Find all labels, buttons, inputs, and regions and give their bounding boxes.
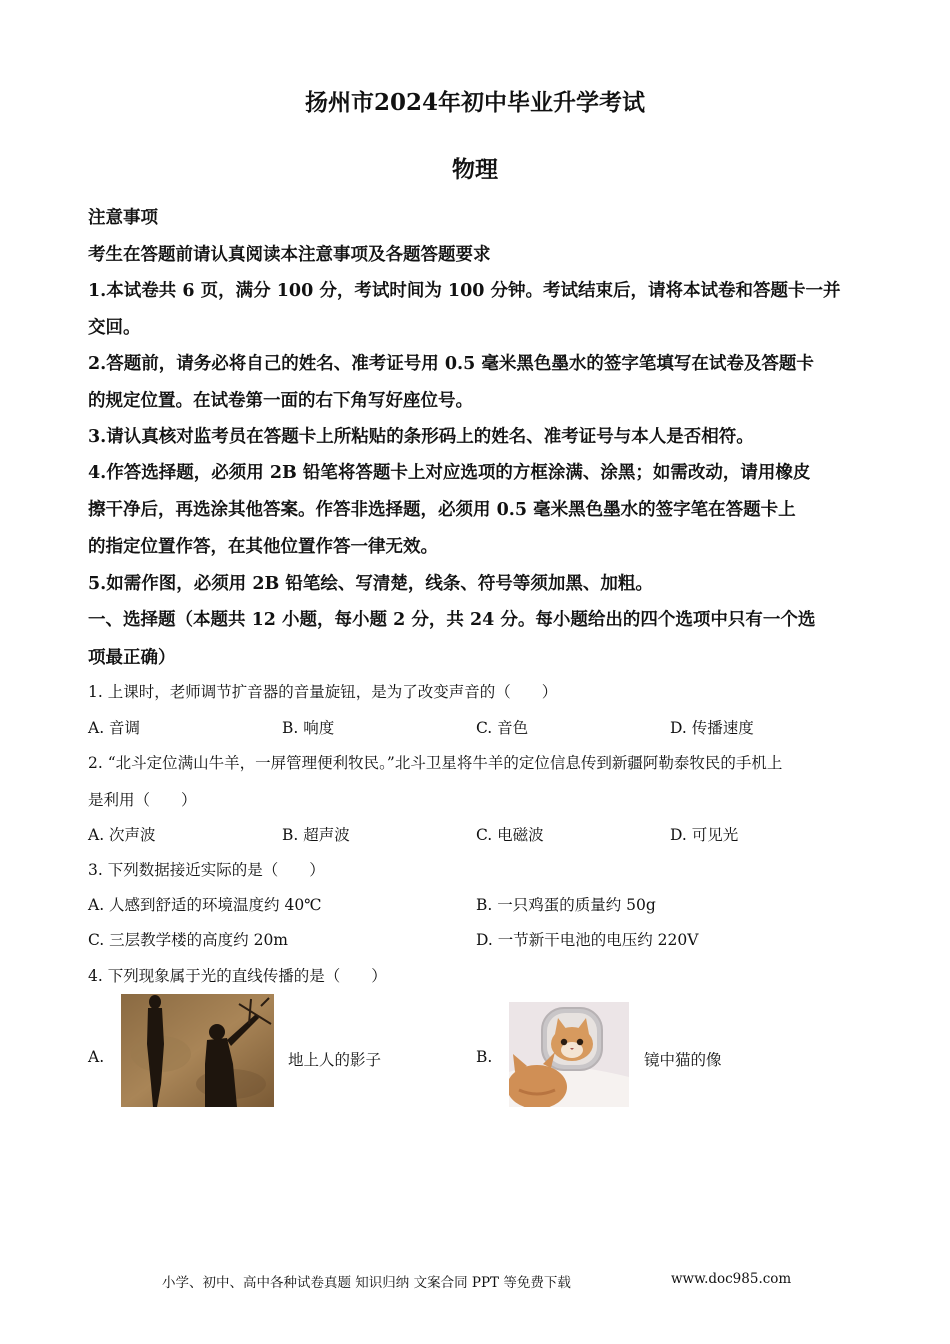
- question-3-option-b: B. 一只鸡蛋的质量约 50g: [476, 896, 656, 914]
- notice-item-4-line-2: 擦干净后，再选涂其他答案。作答非选择题，必须用 0.5 毫米黑色墨水的签字笔在答题卡上: [88, 500, 796, 520]
- question-4-option-b-caption: 镜中猫的像: [644, 1051, 722, 1069]
- notice-item-5: 5.如需作图，必须用 2B 铅笔绘、写清楚，线条、符号等须加黑、加粗。: [88, 574, 653, 594]
- question-3-option-c: C. 三层教学楼的高度约 20m: [88, 931, 289, 949]
- question-4-option-b-letter: B.: [476, 1048, 493, 1066]
- notice-item-3: 3.请认真核对监考员在答题卡上所粘贴的条形码上的姓名、准考证号与本人是否相符。: [88, 427, 754, 447]
- notice-item-1-line-2: 交回。: [88, 318, 141, 338]
- question-2-option-b: B. 超声波: [282, 826, 350, 844]
- section-heading-line-1: 一、选择题（本题共 12 小题，每小题 2 分，共 24 分。每小题给出的四个选项中只有一个选: [88, 610, 816, 630]
- question-4-stem: 4. 下列现象属于光的直线传播的是（ ）: [88, 967, 387, 985]
- shadow-photo-drawing: [121, 994, 274, 1107]
- exam-title: 扬州市2024年初中毕业升学考试: [304, 89, 645, 116]
- notice-heading: 注意事项: [88, 208, 158, 228]
- shadow-photo: [121, 994, 274, 1107]
- question-1-option-c: C. 音色: [476, 719, 529, 737]
- question-1-option-d: D. 传播速度: [670, 719, 754, 737]
- question-3-option-d: D. 一节新干电池的电压约 220V: [476, 931, 699, 949]
- question-1-stem: 1. 上课时，老师调节扩音器的音量旋钮，是为了改变声音的（ ）: [88, 683, 558, 701]
- question-3-stem: 3. 下列数据接近实际的是（ ）: [88, 861, 325, 879]
- cat-mirror-photo: [509, 1002, 629, 1107]
- question-1-option-b: B. 响度: [282, 719, 335, 737]
- notice-item-4-line-3: 的指定位置作答，在其他位置作答一律无效。: [88, 537, 438, 557]
- question-4-option-a-caption: 地上人的影子: [288, 1051, 382, 1069]
- question-2-option-c: C. 电磁波: [476, 826, 544, 844]
- question-2-stem-line-2: 是利用（ ）: [88, 791, 197, 809]
- question-2-option-a: A. 次声波: [88, 826, 156, 844]
- notice-item-4-line-1: 4.作答选择题，必须用 2B 铅笔将答题卡上对应选项的方框涂满、涂黑；如需改动，请用橡皮: [88, 463, 811, 483]
- notice-intro: 考生在答题前请认真阅读本注意事项及各题答题要求: [88, 245, 491, 265]
- question-4-option-a-letter: A.: [88, 1048, 105, 1066]
- section-heading-line-2: 项最正确）: [88, 648, 176, 668]
- question-3-option-a: A. 人感到舒适的环境温度约 40℃: [88, 896, 322, 914]
- footer-url[interactable]: www.doc985.com: [671, 1271, 792, 1287]
- notice-item-2-line-2: 的规定位置。在试卷第一面的右下角写好座位号。: [88, 391, 473, 411]
- subject-title: 物理: [452, 156, 498, 183]
- notice-item-2-line-1: 2.答题前，请务必将自己的姓名、准考证号用 0.5 毫米黑色墨水的签字笔填写在试卷及答题卡: [88, 354, 814, 374]
- question-2-option-d: D. 可见光: [670, 826, 739, 844]
- footer-text: 小学、初中、高中各种试卷真题 知识归纳 文案合同 PPT 等免费下载: [162, 1275, 571, 1291]
- question-1-option-a: A. 音调: [88, 719, 141, 737]
- question-2-stem-line-1: 2. “北斗定位满山牛羊，一屏管理便利牧民。”北斗卫星将牛羊的定位信息传到新疆阿勒泰牧民的手机上: [88, 754, 783, 772]
- notice-item-1-line-1: 1.本试卷共 6 页，满分 100 分，考试时间为 100 分钟。考试结束后，请将本试卷和答题卡一并: [88, 281, 841, 301]
- cat-mirror-drawing: [509, 1002, 629, 1107]
